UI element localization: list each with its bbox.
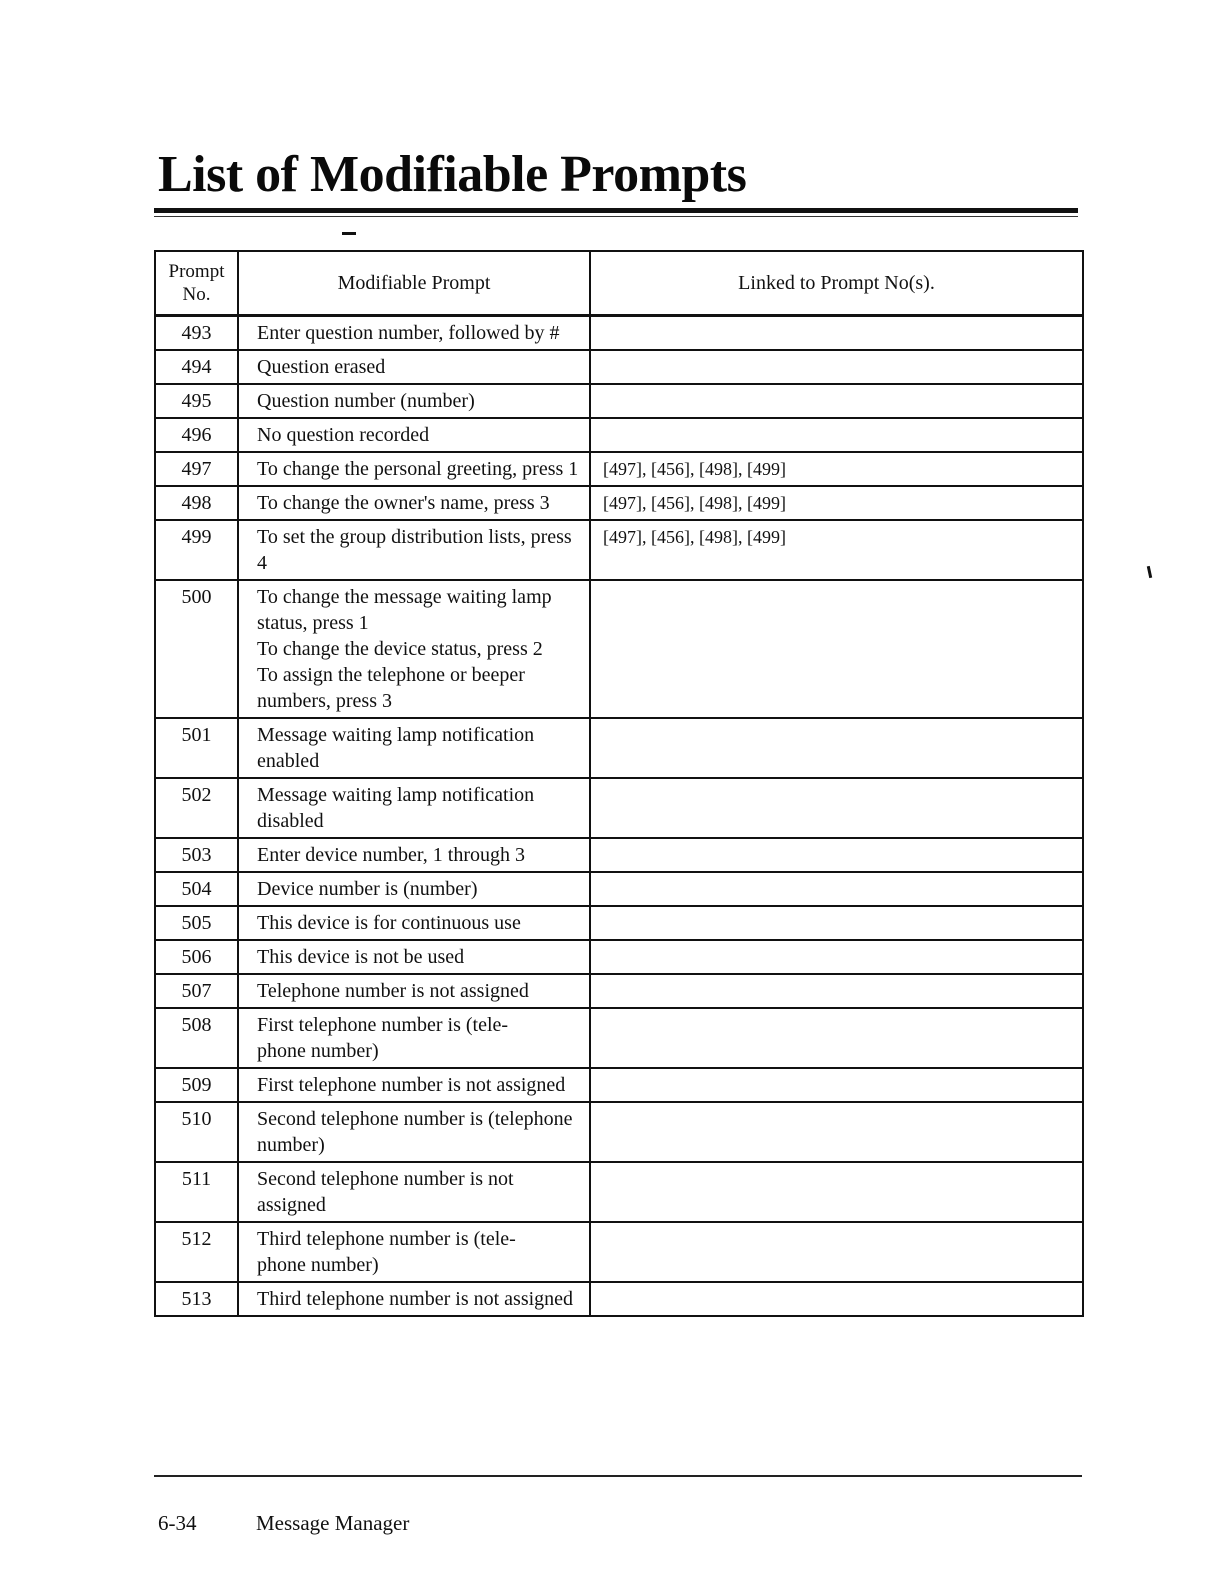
prompt-number-cell: 500 xyxy=(155,580,238,718)
prompt-number-cell: 507 xyxy=(155,974,238,1008)
table-row xyxy=(155,906,1083,940)
table-row xyxy=(155,1282,1083,1316)
prompt-number-cell: 509 xyxy=(155,1068,238,1102)
prompt-number-cell: 495 xyxy=(155,384,238,418)
prompt-number-cell: 493 xyxy=(155,315,238,350)
table-row xyxy=(155,974,1083,1008)
table-row xyxy=(155,1008,1083,1068)
footer-section-title: Message Manager xyxy=(256,1511,410,1535)
linked-prompts-cell: [497], [456], [498], [499] xyxy=(590,452,1083,486)
table-row xyxy=(155,940,1083,974)
linked-prompts-cell xyxy=(590,906,1083,940)
linked-prompts-cell xyxy=(590,350,1083,384)
modifiable-prompt-cell: Question erased xyxy=(238,350,590,384)
modifiable-prompt-cell: Second telephone number is not assigned xyxy=(238,1162,590,1222)
table-row xyxy=(155,580,1083,718)
footer-page-number: 6-34 xyxy=(158,1511,197,1535)
prompt-number-cell: 512 xyxy=(155,1222,238,1282)
prompt-number-cell: 501 xyxy=(155,718,238,778)
linked-prompts-cell xyxy=(590,1282,1083,1316)
linked-prompts-cell xyxy=(590,384,1083,418)
linked-prompts-cell xyxy=(590,872,1083,906)
linked-prompts-cell xyxy=(590,974,1083,1008)
table-row xyxy=(155,1162,1083,1222)
table-row xyxy=(155,838,1083,872)
modifiable-prompt-cell: To change the personal greeting, press 1 xyxy=(238,452,590,486)
prompt-number-cell: 499 xyxy=(155,520,238,580)
modifiable-prompt-cell: This device is not be used xyxy=(238,940,590,974)
table-row xyxy=(155,384,1083,418)
linked-prompts-cell xyxy=(590,1008,1083,1068)
header-prompt-no: Prompt No. xyxy=(155,251,238,315)
title-rule-thin xyxy=(154,216,1078,217)
linked-prompts-cell xyxy=(590,778,1083,838)
linked-prompts-cell xyxy=(590,315,1083,350)
modifiable-prompt-cell: To change the message waiting lamp status, press 1 To change the device status, press 2 To assign the telephone or beeper numbers, press 3 xyxy=(238,580,590,718)
modifiable-prompt-cell: No question recorded xyxy=(238,418,590,452)
linked-prompts-cell xyxy=(590,718,1083,778)
table-row xyxy=(155,718,1083,778)
modifiable-prompt-cell: Message waiting lamp notification enabled xyxy=(238,718,590,778)
modifiable-prompt-cell: Third telephone number is not assigned xyxy=(238,1282,590,1316)
table-row xyxy=(155,872,1083,906)
modifiable-prompt-cell: Enter question number, followed by # xyxy=(238,315,590,350)
linked-prompts-cell xyxy=(590,1222,1083,1282)
table-row xyxy=(155,418,1083,452)
table-row xyxy=(155,350,1083,384)
table-row xyxy=(155,1222,1083,1282)
modifiable-prompt-cell: Telephone number is not assigned xyxy=(238,974,590,1008)
modifiable-prompt-cell: First telephone number is (tele- phone number) xyxy=(238,1008,590,1068)
modifiable-prompt-cell: Third telephone number is (tele- phone number) xyxy=(238,1222,590,1282)
linked-prompts-cell xyxy=(590,1102,1083,1162)
prompts-table xyxy=(154,250,1084,1317)
modifiable-prompt-cell: This device is for continuous use xyxy=(238,906,590,940)
prompt-number-cell: 508 xyxy=(155,1008,238,1068)
modifiable-prompt-cell: Question number (number) xyxy=(238,384,590,418)
table-row xyxy=(155,520,1083,580)
prompt-number-cell: 496 xyxy=(155,418,238,452)
prompt-number-cell: 511 xyxy=(155,1162,238,1222)
prompt-number-cell: 498 xyxy=(155,486,238,520)
modifiable-prompt-cell: To change the owner's name, press 3 xyxy=(238,486,590,520)
footer-rule xyxy=(154,1475,1082,1477)
linked-prompts-cell: [497], [456], [498], [499] xyxy=(590,520,1083,580)
table-row xyxy=(155,452,1083,486)
modifiable-prompt-cell: Device number is (number) xyxy=(238,872,590,906)
table-row xyxy=(155,315,1083,350)
title-rule xyxy=(154,208,1078,213)
table-body xyxy=(155,315,1083,1316)
linked-prompts-cell xyxy=(590,418,1083,452)
table-row xyxy=(155,778,1083,838)
prompt-number-cell: 494 xyxy=(155,350,238,384)
stray-mark xyxy=(342,232,356,235)
modifiable-prompt-cell: Message waiting lamp notification disabled xyxy=(238,778,590,838)
header-linked: Linked to Prompt No(s). xyxy=(590,251,1083,315)
header-modifiable-prompt: Modifiable Prompt xyxy=(238,251,590,315)
modifiable-prompt-cell: To set the group distribution lists, press 4 xyxy=(238,520,590,580)
prompt-number-cell: 505 xyxy=(155,906,238,940)
table-header-row xyxy=(155,251,1083,315)
table-row xyxy=(155,1068,1083,1102)
linked-prompts-cell xyxy=(590,838,1083,872)
prompt-number-cell: 497 xyxy=(155,452,238,486)
modifiable-prompt-cell: Enter device number, 1 through 3 xyxy=(238,838,590,872)
page-title: List of Modifiable Prompts xyxy=(158,146,747,203)
linked-prompts-cell xyxy=(590,580,1083,718)
table-row xyxy=(155,486,1083,520)
margin-speck xyxy=(1147,566,1152,578)
prompt-number-cell: 503 xyxy=(155,838,238,872)
modifiable-prompt-cell: First telephone number is not assigned xyxy=(238,1068,590,1102)
prompt-number-cell: 502 xyxy=(155,778,238,838)
linked-prompts-cell xyxy=(590,1162,1083,1222)
modifiable-prompt-cell: Second telephone number is (telephone number) xyxy=(238,1102,590,1162)
prompt-number-cell: 506 xyxy=(155,940,238,974)
prompt-number-cell: 504 xyxy=(155,872,238,906)
linked-prompts-cell: [497], [456], [498], [499] xyxy=(590,486,1083,520)
linked-prompts-cell xyxy=(590,1068,1083,1102)
prompt-number-cell: 513 xyxy=(155,1282,238,1316)
linked-prompts-cell xyxy=(590,940,1083,974)
prompt-number-cell: 510 xyxy=(155,1102,238,1162)
table-row xyxy=(155,1102,1083,1162)
